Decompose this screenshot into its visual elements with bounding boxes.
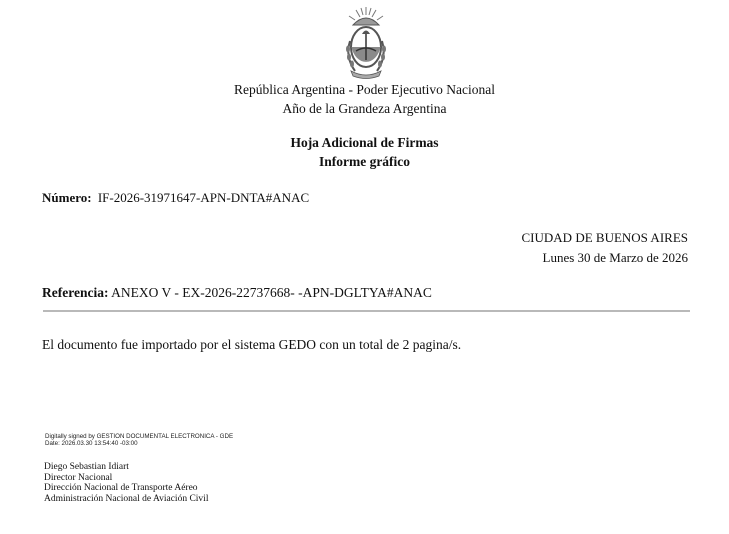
number-value: IF-2026-31971647-APN-DNTA#ANAC xyxy=(97,190,310,205)
signer-name: Diego Sebastian Idiart xyxy=(44,462,129,472)
body-text: El documento fue importado por el sistema GEDO con un total de 2 pagina/s. xyxy=(42,337,462,352)
digital-signature-block xyxy=(45,433,233,447)
document-number xyxy=(42,190,309,206)
reference xyxy=(42,285,432,301)
location-city: CIUDAD DE BUENOS AIRES xyxy=(521,230,688,245)
number-label: Número: xyxy=(42,190,92,205)
document-title: Hoja Adicional de Firmas xyxy=(290,135,439,150)
digital-signature-date: Date: 2026.03.30 13:54:40 -03:00 xyxy=(45,440,138,447)
signer-role: Director Nacional xyxy=(44,472,113,483)
government-header: República Argentina - Poder Ejecutivo Nacional xyxy=(233,82,496,97)
coat-of-arms-icon xyxy=(341,5,391,81)
signer-office: Dirección Nacional de Transporte Aéreo xyxy=(44,483,198,494)
signer-agency: Administración Nacional de Aviación Civil xyxy=(44,493,209,504)
document-subtitle: Informe gráfico xyxy=(318,154,411,169)
signer-block xyxy=(44,462,208,504)
digital-signature-line: Digitally signed by GESTION DOCUMENTAL ELECTRONICA - GDE xyxy=(45,433,234,440)
document-date: Lunes 30 de Marzo de 2026 xyxy=(542,250,688,265)
reference-value: ANEXO V - EX-2026-22737668- -APN-DGLTYA#ANAC xyxy=(111,285,432,300)
reference-label: Referencia: xyxy=(42,285,109,300)
year-motto: Año de la Grandeza Argentina xyxy=(282,101,447,116)
divider xyxy=(43,310,690,312)
